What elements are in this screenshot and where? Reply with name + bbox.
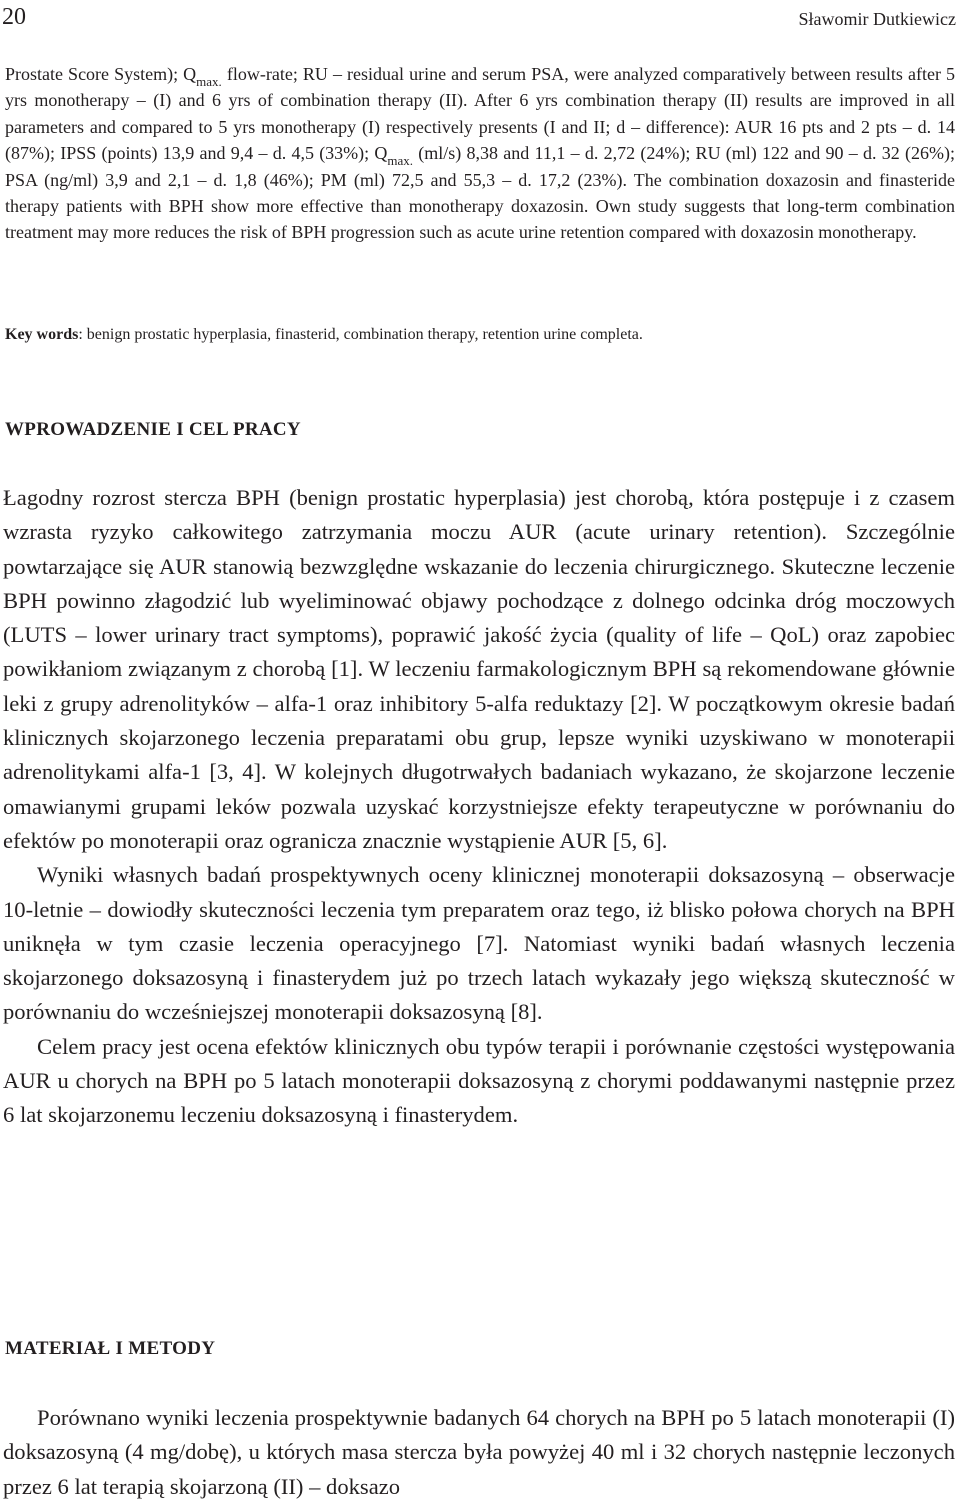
section-heading-introduction: WPROWADZENIE I CEL PRACY	[5, 419, 301, 440]
body-paragraph: Porównano wyniki leczenia prospektywnie badanych 64 chorych na BPH po 5 latach monoterapii (I) doksazosyną (4 mg/dobę), u których masa stercza była powyżej 40 ml i 32 chorych następnie leczonych przez 6 lat terapią skojarzoną (II) – doksazo	[3, 1405, 955, 1499]
body-paragraph: Łagodny rozrost stercza BPH (benign prostatic hyperplasia) jest chorobą, która postępuje i z czasem wzrasta ryzyko całkowitego zatrzymania moczu AUR (acute urinary retention). Szczególnie powtarzające się AUR stanowią bezwzględne wskazanie do leczenia chirurgicznego. Skuteczne leczenie BPH powinno złagodzić lub wyeliminować objawy pochodzące z dolnego odcinka dróg moczowych (LUTS – lower urinary tract symptoms), poprawić jakość życia (quality of life – QoL) oraz zapobiec powikłaniom związanym z chorobą [1]. W leczeniu farmakologicznym BPH są rekomendowane głównie leki z grupy adrenolityków – alfa-1 oraz inhibitory 5-alfa reduktazy [2]. W początkowym okresie badań klinicznych skojarzonego leczenia preparatami obu grup, lepsze wyniki uzyskiwano w monoterapii adrenolitykami alfa-1 [3, 4]. W kolejnych długotrwałych badaniach wykazano, że skojarzone leczenie omawianymi grupami leków pozwala uzyskać korzystniejsze efekty terapeutyczne w porównaniu do efektów po monoterapii oraz ogranicza znacznie wystąpienie AUR [5, 6].	[3, 485, 955, 853]
methods-body	[3, 1401, 955, 1504]
introduction-body	[3, 481, 955, 1133]
english-abstract	[5, 61, 955, 246]
keywords-label: Key words	[5, 326, 79, 343]
abstract-text-segment: (ml/s) 8,38 and 11,1 – d. 2,72 (24%); RU (ml) 122 and 90 – d. 32 (26%); PSA (ng/ml) 3,9 and 2,1 – d. 1,8 (46%); PM (ml) 72,5 and 55,3 – d. 17,2 (23%). The combination doxazosin and finasteride therapy patients with BPH show more effective than monotherapy doxazosin. Own study suggests that long-term combination treatment may more reduces the risk of BPH progression such as acute urine retention compared with doxazosin monotherapy.	[5, 143, 955, 243]
abstract-text-segment: flow-rate; RU – residual urine and serum PSA, were analyzed comparatively between results after 5 yrs monotherapy – (I) and 6 yrs of combination therapy (II). After 6 yrs combination therapy (II) results are improved in all parameters and compared to 5 yrs monotherapy (I) respectively presents (I and II; d – difference): AUR 16 pts and 2 pts – d. 14 (87%); IPSS (points) 13,9 and 9,4 – d. 4,5 (33%); Q	[5, 64, 955, 164]
subscript-max: max.	[196, 74, 222, 89]
page-number: 20	[2, 4, 26, 30]
abstract-text-segment: Prostate Score System); Q	[5, 64, 197, 84]
running-author: Sławomir Dutkiewicz	[798, 9, 956, 29]
running-header	[0, 4, 960, 34]
subscript-max: max.	[387, 153, 414, 169]
keywords-line	[5, 322, 955, 348]
section-heading-methods: MATERIAŁ I METODY	[5, 1338, 216, 1359]
abstract-paragraph	[5, 61, 955, 246]
body-paragraph: Celem pracy jest ocena efektów klinicznych obu typów terapii i porównanie częstości występowania AUR u chorych na BPH po 5 latach monoterapii doksazosyną z chorymi poddawanymi następnie przez 6 lat skojarzonemu leczeniu doksazosyną i finasterydem.	[3, 1033, 955, 1128]
body-paragraph: Wyniki własnych badań prospektywnych oceny klinicznej monoterapii doksazosyną – obserwacje 10-letnie – dowiodły skuteczności leczenia tym preparatem oraz tego, iż blisko połowa chorych na BPH uniknęła w tym czasie leczenia operacyjnego [7]. Natomiast wyniki badań własnych leczenia skojarzonego doksazosyną i finasterydem już po trzech latach wykazały jego większą skuteczność w porównaniu do wcześniejszej monoterapii doksazosyną [8].	[3, 862, 955, 1025]
keywords-text: : benign prostatic hyperplasia, finasterid, combination therapy, retention urine completa.	[78, 326, 643, 343]
